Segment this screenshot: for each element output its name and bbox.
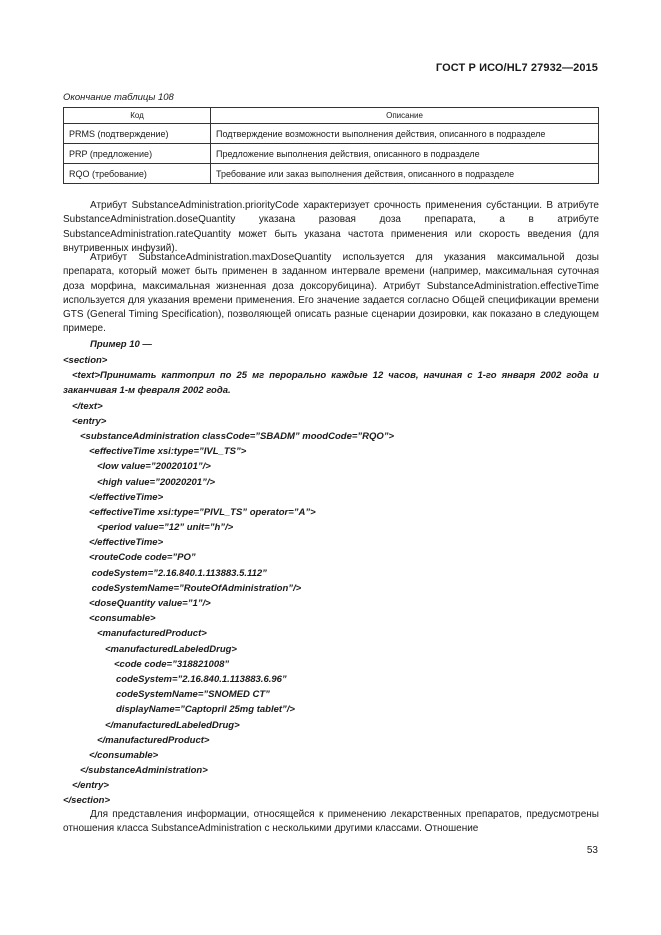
code-line: codeSystem=”2.16.840.1.113883.6.96” bbox=[116, 673, 287, 685]
table-cell-code: PRMS (подтверждение) bbox=[64, 124, 211, 144]
code-line: </manufacturedProduct> bbox=[97, 734, 210, 746]
code-line: displayName=”Captopril 25mg tablet”/> bbox=[116, 704, 295, 716]
table-row bbox=[64, 144, 599, 164]
code-line: </substanceAdministration> bbox=[80, 765, 208, 777]
code-line: </entry> bbox=[72, 780, 109, 792]
paragraph-max-dose: Атрибут SubstanceAdministration.maxDoseQuantity используется для указания максимальной дозы препарата, который может быть применен в заданном интервале времени (например, максимальная суточная доза морфина, максимальная жизненная доза доксорубицина). Атрибут SubstanceAdministration.effectiveTime используется для указания времени применения. Его значение задается согласно Общей спецификации времени GTS (General Timing Specification), позволяющей описать разные сценарии дозировки, как показано в следующем примере. bbox=[63, 252, 599, 335]
table-row bbox=[64, 124, 599, 144]
table-row bbox=[64, 164, 599, 184]
code-line: <low value=”20020101”/> bbox=[97, 461, 211, 473]
page-number: 53 bbox=[586, 845, 598, 856]
document-header: ГОСТ Р ИСО/HL7 27932—2015 bbox=[435, 62, 598, 74]
paragraph-closing: Для представления информации, относящейся к применению лекарственных препаратов, предусмотрены отношения класса SubstanceAdministration с несколькими другими классами. Отношение bbox=[63, 809, 599, 835]
table-cell-description: Требование или заказ выполнения действия, описанного в подразделе bbox=[211, 164, 599, 184]
code-line: <period value=”12” unit=”h”/> bbox=[97, 522, 234, 534]
code-line bbox=[63, 368, 599, 398]
table-cell-code: PRP (предложение) bbox=[64, 144, 211, 164]
code-line: <substanceAdministration classCode=”SBADM” moodCode=”RQO”> bbox=[80, 430, 395, 442]
code-line: </text> bbox=[72, 400, 103, 412]
table-header-row bbox=[64, 108, 599, 124]
code-line: <doseQuantity value=”1”/> bbox=[89, 598, 211, 610]
code-line: <entry> bbox=[72, 415, 107, 427]
code-line: <manufacturedLabeledDrug> bbox=[105, 643, 237, 655]
code-line: </section> bbox=[63, 795, 110, 807]
column-header-code: Код bbox=[64, 108, 211, 124]
code-line: <manufacturedProduct> bbox=[97, 628, 207, 640]
code-line: </effectiveTime> bbox=[89, 491, 164, 503]
paragraph-priority-code: Атрибут SubstanceAdministration.priorityCode характеризует срочность применения субстанции. В атрибуте SubstanceAdministration.doseQuantity указана разовая доза препарата, а в атрибуте SubstanceAdministration.rateQuantity может быть указана частота применения или скорость введения (для внутривенных инфузий). bbox=[63, 200, 599, 254]
table-caption: Окончание таблицы 108 bbox=[63, 92, 174, 103]
column-header-description: Описание bbox=[211, 108, 599, 124]
codes-table bbox=[63, 107, 599, 184]
code-example bbox=[63, 353, 599, 809]
code-line: <code code=”318821008” bbox=[114, 658, 230, 670]
code-line: </consumable> bbox=[89, 749, 159, 761]
code-line: </effectiveTime> bbox=[89, 537, 164, 549]
code-line: <consumable> bbox=[89, 613, 156, 625]
table-cell-description: Предложение выполнения действия, описанного в подразделе bbox=[211, 144, 599, 164]
table-cell-description: Подтверждение возможности выполнения действия, описанного в подразделе bbox=[211, 124, 599, 144]
code-line: <effectiveTime xsi:type=”PIVL_TS” operator=”A”> bbox=[89, 506, 316, 518]
code-line: codeSystemName=”RouteOfAdministration”/> bbox=[89, 582, 302, 594]
code-line: <section> bbox=[63, 355, 108, 366]
code-line: codeSystem=”2.16.840.1.113883.5.112” bbox=[89, 567, 267, 579]
example-title: Пример 10 — bbox=[90, 339, 152, 350]
code-line: codeSystemName=”SNOMED CT” bbox=[116, 689, 270, 701]
code-line: </manufacturedLabeledDrug> bbox=[105, 719, 240, 731]
code-line-text: <text>Принимать каптоприл по 25 мг перорально каждые 12 часов, начиная с 1-го января 2002 года и заканчивая 1-м февраля 2002 года. bbox=[63, 370, 599, 397]
code-line: <effectiveTime xsi:type=”IVL_TS”> bbox=[89, 446, 247, 458]
table-cell-code: RQO (требование) bbox=[64, 164, 211, 184]
code-line: <high value=”20020201”/> bbox=[97, 476, 216, 488]
code-line: <routeCode code=”PO” bbox=[89, 552, 196, 564]
